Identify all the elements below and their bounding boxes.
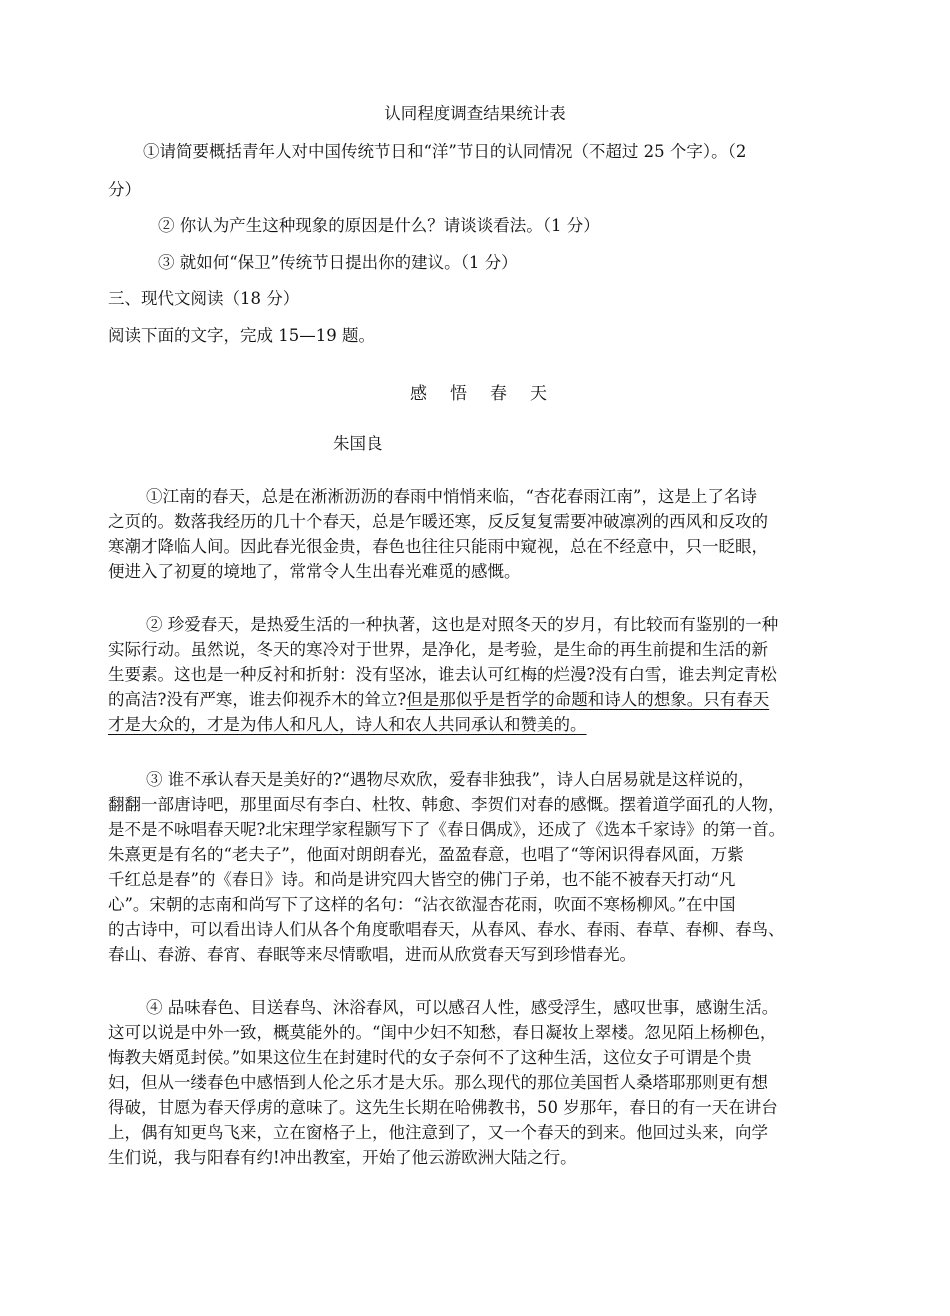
paragraph-line-text: 的高洁?没有严寒，谁去仰视乔木的耸立? xyxy=(108,690,407,709)
paragraph-line: ④ 品味春色、目送春鸟、沐浴春风，可以感召人性，感受浮生，感叹世事，感谢生活。 xyxy=(146,998,779,1017)
paragraph-line: ② 珍爱春天，是热爱生活的一种执著，这也是对照冬天的岁月，有比较而有鉴别的一种 xyxy=(146,615,779,634)
paragraph-line: 实际行动。虽然说，冬天的寒冷对于世界，是净化，是考验，是生命的再生前提和生活的新 xyxy=(108,640,768,659)
paragraph-line: 便进入了初夏的境地了，常常令人生出春光难觅的感慨。 xyxy=(108,562,521,581)
question-3: ③ 就如何“保卫”传统节日提出你的建议。（1 分） xyxy=(158,253,518,272)
underlined-sentence: 但是那似乎是哲学的命题和诗人的想象。只有春天 xyxy=(406,690,770,709)
article-author: 朱国良 xyxy=(333,434,383,453)
paragraph-line: 这可以说是中外一致，概莫能外的。“闺中少妇不知愁，春日凝妆上翠楼。忽见陌上杨柳色， xyxy=(108,1023,777,1042)
question-2: ② 你认为产生这种现象的原因是什么？请谈谈看法。（1 分） xyxy=(158,216,600,235)
reading-instruction: 阅读下面的文字，完成 15—19 题。 xyxy=(108,326,375,345)
question-1: ①请简要概括青年人对中国传统节日和“洋”节日的认同情况（不超过 25 个字）。（2 xyxy=(143,142,747,161)
paragraph-line: 春山、春游、春宵、春眠等来尽情歌唱，进而从欣赏春天写到珍惜春光。 xyxy=(108,945,636,964)
paragraph-line: 之页的。数落我经历的几十个春天，总是乍暖还寒，反反复复需要冲破凛冽的西风和反攻的 xyxy=(108,512,768,531)
paragraph-line: 朱熹更是有名的“老夫子”，他面对朗朗春光，盈盈春意，也唱了“等闲识得春风面，万紫 xyxy=(108,845,744,864)
question-1-continuation: 分） xyxy=(108,180,141,199)
paragraph-line: 的古诗中，可以看出诗人们从各个角度歌唱春天，从春风、春水、春雨、春草、春柳、春鸟、 xyxy=(108,920,785,939)
article-title: 感悟春天 xyxy=(410,384,570,404)
paragraph-line: 翻翻一部唐诗吧，那里面尽有李白、杜牧、韩愈、李贺们对春的感慨。摆着道学面孔的人物， xyxy=(108,795,785,814)
paragraph-line: 生要素。这也是一种反衬和折射：没有坚冰，谁去认可红梅的烂漫?没有白雪，谁去判定青松 xyxy=(108,665,777,684)
paragraph-line: 是不是不咏唱春天呢?北宋理学家程颢写下了《春日偶成》，还成了《选本千家诗》的第一首。 xyxy=(108,820,786,839)
section-heading: 三、现代文阅读（18 分） xyxy=(108,289,300,308)
paragraph-line xyxy=(108,689,769,711)
paragraph-line: 上，偶有知更鸟飞来，立在窗格子上，他注意到了，又一个春天的到来。他回过头来，向学 xyxy=(108,1123,768,1142)
paragraph-line: 得破，甘愿为春天俘虏的意味了。这先生长期在哈佛教书，50 岁那年，春日的有一天在讲台 xyxy=(108,1098,778,1117)
paragraph-line: 妇，但从一缕春色中感悟到人伦之乐才是大乐。那么现代的那位美国哲人桑塔耶那则更有想 xyxy=(108,1073,768,1092)
paragraph-line: 寒潮才降临人间。因此春光很金贵，春色也往往只能雨中窥视，总在不经意中，只一眨眼， xyxy=(108,537,768,556)
paragraph-line: 生们说，我与阳春有约!冲出教室，开始了他云游欧洲大陆之行。 xyxy=(108,1148,577,1167)
paragraph-line: ③ 谁不承认春天是美好的?“遇物尽欢欣，爱春非独我”，诗人白居易就是这样说的， xyxy=(146,770,755,789)
underlined-sentence-continuation: 才是大众的，才是为伟人和凡人，诗人和农人共同承认和赞美的。 xyxy=(108,715,587,734)
paragraph-line: 心”。宋朝的志南和尚写下了这样的名句：“沾衣欲湿杏花雨，吹面不寒杨柳风。”在中国 xyxy=(108,895,736,914)
paragraph-line: 千红总是春”的《春日》诗。和尚是讲究四大皆空的佛门子弟，也不能不被春天打动“凡 xyxy=(108,870,736,889)
table-caption: 认同程度调查结果统计表 xyxy=(384,104,566,123)
paragraph-line: 悔教夫婿觅封侯。”如果这位生在封建时代的女子奈何不了这种生活，这位女子可谓是个贵 xyxy=(108,1048,752,1067)
paragraph-line: ①江南的春天，总是在淅淅沥沥的春雨中悄悄来临，“杏花春雨江南”，这是上了名诗 xyxy=(146,487,757,506)
